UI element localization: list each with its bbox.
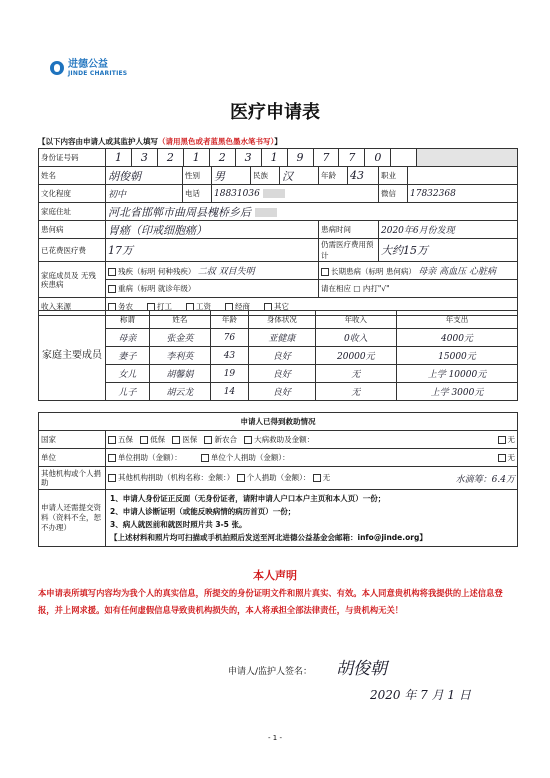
unit-personal-checkbox[interactable] [201, 454, 209, 462]
doc-item: 1、申请人身份证正反面（无身份证者，请附申请人户口本户主页和本人页）一份； [110, 494, 386, 503]
yibao-checkbox[interactable] [172, 436, 180, 444]
none-checkbox[interactable] [313, 474, 321, 482]
jinde-logo [50, 60, 127, 77]
members-header: 年支出 [396, 311, 517, 329]
id-digit-boxes [106, 149, 517, 166]
members-header: 姓名 [149, 311, 210, 329]
age-label: 年龄 [319, 167, 348, 185]
dibao-checkbox[interactable] [140, 436, 148, 444]
none-checkbox[interactable] [498, 436, 506, 444]
table-row: 儿子 胡云龙 14 良好 无 上学 3000元 [39, 383, 518, 401]
est-label: 仍需医疗费用预计 [319, 239, 379, 262]
income-label: 务农 [118, 302, 133, 311]
nation-value: 汉 [280, 167, 319, 185]
doc-item: 2、申请人诊断证明（或能反映病情的病历首页）一份； [110, 507, 296, 516]
signature: 胡俊朝 [336, 659, 387, 679]
members-header: 年收入 [315, 311, 396, 329]
members-header: 身体状况 [248, 311, 315, 329]
jinde-logo-icon [50, 61, 64, 75]
doc-item: 3、病人就医前和就医时照片共 3-5 张。 [110, 520, 247, 529]
disability-cell: 残疾（标明 何种残疾） 二叔 双目失明 [106, 262, 319, 280]
edu-label: 文化程度 [39, 185, 106, 203]
serious-checkbox[interactable] [108, 285, 116, 293]
chronic-checkbox[interactable] [321, 268, 329, 276]
xinnonghe-checkbox[interactable] [204, 436, 212, 444]
id-digit: 1 [262, 149, 288, 166]
id-digit: 0 [365, 149, 391, 166]
address-value: 河北省邯郸市曲周县槐桥乡后 [106, 203, 518, 221]
table-row: 妻子 李利英 43 良好 20000元 15000元 [39, 347, 518, 365]
wubao-checkbox[interactable] [108, 436, 116, 444]
dabing-checkbox[interactable] [244, 436, 252, 444]
unit-donation-checkbox[interactable] [108, 454, 116, 462]
table-row: 女儿 胡馨娟 19 良好 无 上学 10000元 [39, 365, 518, 383]
verify-note: 请在相应 □ 内打"√" [319, 280, 518, 298]
chronic-cell: 长期患病（标明 患何病） 母亲 高血压 心脏病 [319, 262, 518, 280]
aid-table [38, 412, 518, 547]
aid-other-options: 其他机构捐助（机构名称：金额：） 个人捐助（金额）： 无 水滴筹：6.4万 [106, 467, 518, 490]
id-digit: 7 [314, 149, 340, 166]
redacted-id [417, 149, 517, 166]
declaration-title: 本人声明 [253, 569, 297, 582]
id-digit: 7 [339, 149, 365, 166]
aid-country-options: 五保 低保 医保 新农合 大病救助及金额： 无 [106, 431, 518, 449]
name-label: 姓名 [39, 167, 106, 185]
address-label: 家庭住址 [39, 203, 106, 221]
phone-value: 18831036 [212, 185, 379, 203]
signature-label: 申请人/监护人签名： [228, 667, 313, 677]
form-title: 医疗申请表 [230, 102, 320, 123]
wechat-value: 17832368 [408, 185, 518, 203]
gender-label: 性别 [183, 167, 212, 185]
id-digit: 1 [184, 149, 210, 166]
wechat-label: 微信 [379, 185, 408, 203]
id-digit: 2 [158, 149, 184, 166]
est-value: 大约15万 [379, 239, 518, 262]
illness-value: 胃癌（印戒细胞癌） [106, 221, 319, 239]
age-value: 43 [348, 167, 379, 185]
id-digit: 3 [236, 149, 262, 166]
cost-label: 已花费医疗费 [39, 239, 106, 262]
name-value: 胡俊朝 [106, 167, 183, 185]
applicant-info-table [38, 148, 518, 316]
page-number: - 1 - [268, 734, 282, 742]
id-digit: 2 [210, 149, 236, 166]
income-label: 打工 [157, 302, 172, 311]
redacted-address [255, 208, 277, 217]
job-value [408, 167, 518, 185]
gender-value: 男 [212, 167, 251, 185]
disability-checkbox[interactable] [108, 268, 116, 276]
redacted-phone [263, 189, 285, 198]
id-label: 身份证号码 [39, 149, 106, 167]
income-label: 收入来源 [39, 298, 106, 316]
aid-title: 申请人已得到救助情况 [39, 413, 518, 431]
illness-label: 患何病 [39, 221, 106, 239]
cost-value: 17万 [106, 239, 319, 262]
aid-unit-options: 单位捐助（金额）： 单位个人捐助（金额）： 无 [106, 449, 518, 467]
income-label: 其它 [274, 302, 289, 311]
serious-cell: 重病（标明 就诊年级） [106, 280, 319, 298]
id-digit: 1 [106, 149, 132, 166]
none-checkbox[interactable] [498, 454, 506, 462]
id-digit: 3 [132, 149, 158, 166]
docs-list [106, 490, 518, 547]
onset-value: 2020年6月份发现 [379, 221, 518, 239]
nation-label: 民族 [251, 167, 280, 185]
org-donation-checkbox[interactable] [108, 474, 116, 482]
id-digit: 9 [288, 149, 314, 166]
members-label: 家庭主要成员 [39, 311, 106, 401]
aid-unit-label: 单位 [39, 449, 106, 467]
shuidi-note: 水滴筹：6.4万 [455, 474, 515, 485]
form-instructions: 【以下内容由申请人或其监护人填写（请用黑色或者蓝黑色墨水笔书写）】 [38, 137, 282, 146]
income-label: 工资 [196, 302, 211, 311]
onset-label: 患病时间 [319, 221, 379, 239]
aid-other-label: 其他机构或个人捐助 [39, 467, 106, 490]
personal-donation-checkbox[interactable] [237, 474, 245, 482]
family-patient-label: 家庭成员及 无残疾患病 [39, 262, 106, 298]
declaration-body: 本申请表所填写内容均为我个人的真实信息，所提交的身份证明文件和照片真实、有效。本人同意贵机构将我提供的上述信息登报，并上网求援。如有任何虚假信息导致贵机构损失的，本人将承担全部法律责任，与贵机构无关！ [38, 588, 503, 615]
job-label: 职业 [379, 167, 408, 185]
docs-label: 申请人还需提交资料（资料不全，恕不办理） [39, 490, 106, 547]
income-label: 经商 [235, 302, 250, 311]
signature-date: 2020 年 7 月 1 日 [370, 688, 471, 702]
doc-item-email: 【上述材料和照片均可扫描或手机拍照后发送至河北进德公益基金会邮箱：info@jinde.org】 [110, 533, 427, 542]
members-header: 年龄 [210, 311, 248, 329]
aid-country-label: 国家 [39, 431, 106, 449]
phone-label: 电话 [183, 185, 212, 203]
family-members-table [38, 310, 518, 401]
members-header: 称谓 [106, 311, 150, 329]
edu-value: 初中 [106, 185, 183, 203]
logo-cn: 进德公益 [68, 59, 108, 70]
id-digit [391, 149, 417, 166]
table-row: 母亲 张金英 76 亚健康 0收入 4000元 [39, 329, 518, 347]
logo-en: JINDE CHARITIES [68, 69, 128, 77]
